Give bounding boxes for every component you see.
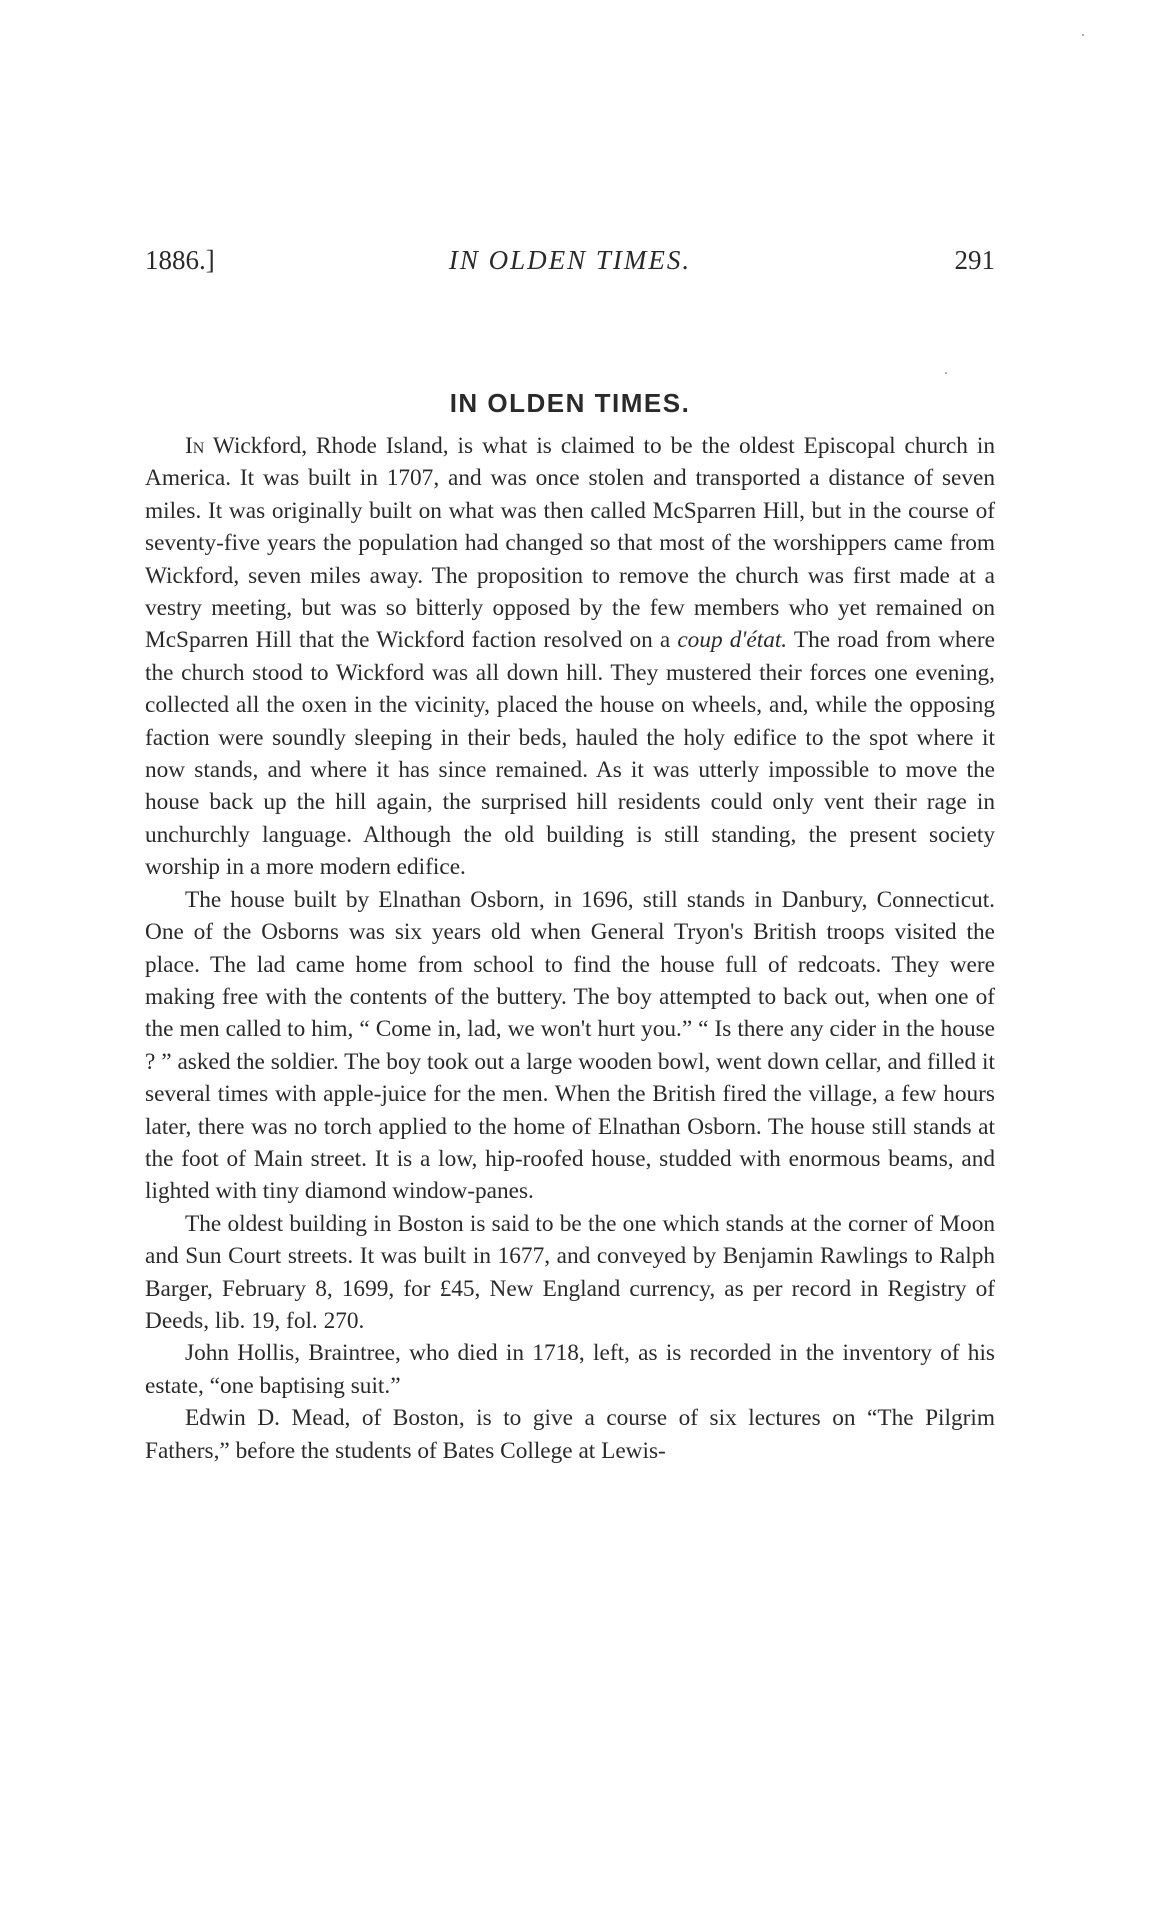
paragraph-boston-building: The oldest building in Boston is said to be the one which stands at the corner of Moon and Sun Court streets. It was built in 1677, and conveyed by Benjamin Rawlings to Ralph Barger, February 8, 1699, for £45, New England currency, as per record in Registry of Deeds, lib. 19, fol. 270.: [145, 1210, 995, 1334]
paragraph-edwin-mead: Edwin D. Mead, of Boston, is to give a course of six lectures on “The Pilgrim Fathers,” before the students of Bates College at Lewis-: [145, 1405, 995, 1464]
header-page-number: 291: [954, 245, 995, 275]
scan-speck: [1082, 34, 1084, 36]
paragraph-john-hollis: John Hollis, Braintree, who died in 1718, left, as is recorded in the inventory of his estate, “one baptising suit.”: [145, 1340, 995, 1399]
article-body: [145, 430, 995, 1467]
italic-phrase: coup d'état.: [677, 627, 788, 654]
scan-speck: [945, 372, 947, 374]
paragraph-text: Wickford, Rhode Island, is what is claimed to be the oldest Episcopal church in America. It was built in 1707, and was once stolen and transported a distance of seven miles. It was originally built on what was then called McSparren Hill, but in the course of seventy-five years the population had changed so that most of the worshippers came from Wickford, seven miles away. The proposition to remove the church was first made at a vestry meeting, but was so bitterly opposed by the few members who yet remained on McSparren Hill that the Wickford faction resolved on a: [145, 433, 995, 654]
paragraph-lead-word: In: [185, 433, 205, 459]
article-title: IN OLDEN TIMES.: [449, 388, 691, 418]
paragraph-text-continued: The road from where the church stood to Wickford was all down hill. They mustered their forces one evening, collected all the oxen in the vicinity, placed the house on wheels, and, while the opposing faction were soundly sleeping in their beds, hauled the holy edifice to the spot where it now stands, and where it has since remained. As it was utterly impossible to move the house back up the hill again, the surprised hill residents could only vent their rage in unchurchly language. Although the old building is still standing, the present society worship in a more modern edifice.: [145, 627, 995, 881]
header-running-title: IN OLDEN TIMES.: [448, 245, 692, 275]
running-header: [145, 245, 995, 285]
header-year: 1886.]: [145, 245, 215, 275]
paragraph-wickford-church: [145, 430, 995, 884]
paragraph-osborn-house: The house built by Elnathan Osborn, in 1696, still stands in Danbury, Connecticut. One of the Osborns was six years old when General Tryon's British troops visited the place. The lad came home from school to find the house full of redcoats. They were making free with the contents of the buttery. The boy attempted to back out, when one of the men called to him, “ Come in, lad, we won't hurt you.” “ Is there any cider in the house ? ” asked the soldier. The boy took out a large wooden bowl, went down cellar, and filled it several times with apple-juice for the men. When the British fired the village, a few hours later, there was no torch applied to the home of Elnathan Osborn. The house still stands at the foot of Main street. It is a low, hip-roofed house, studded with enormous beams, and lighted with tiny diamond window-panes.: [145, 886, 995, 1205]
